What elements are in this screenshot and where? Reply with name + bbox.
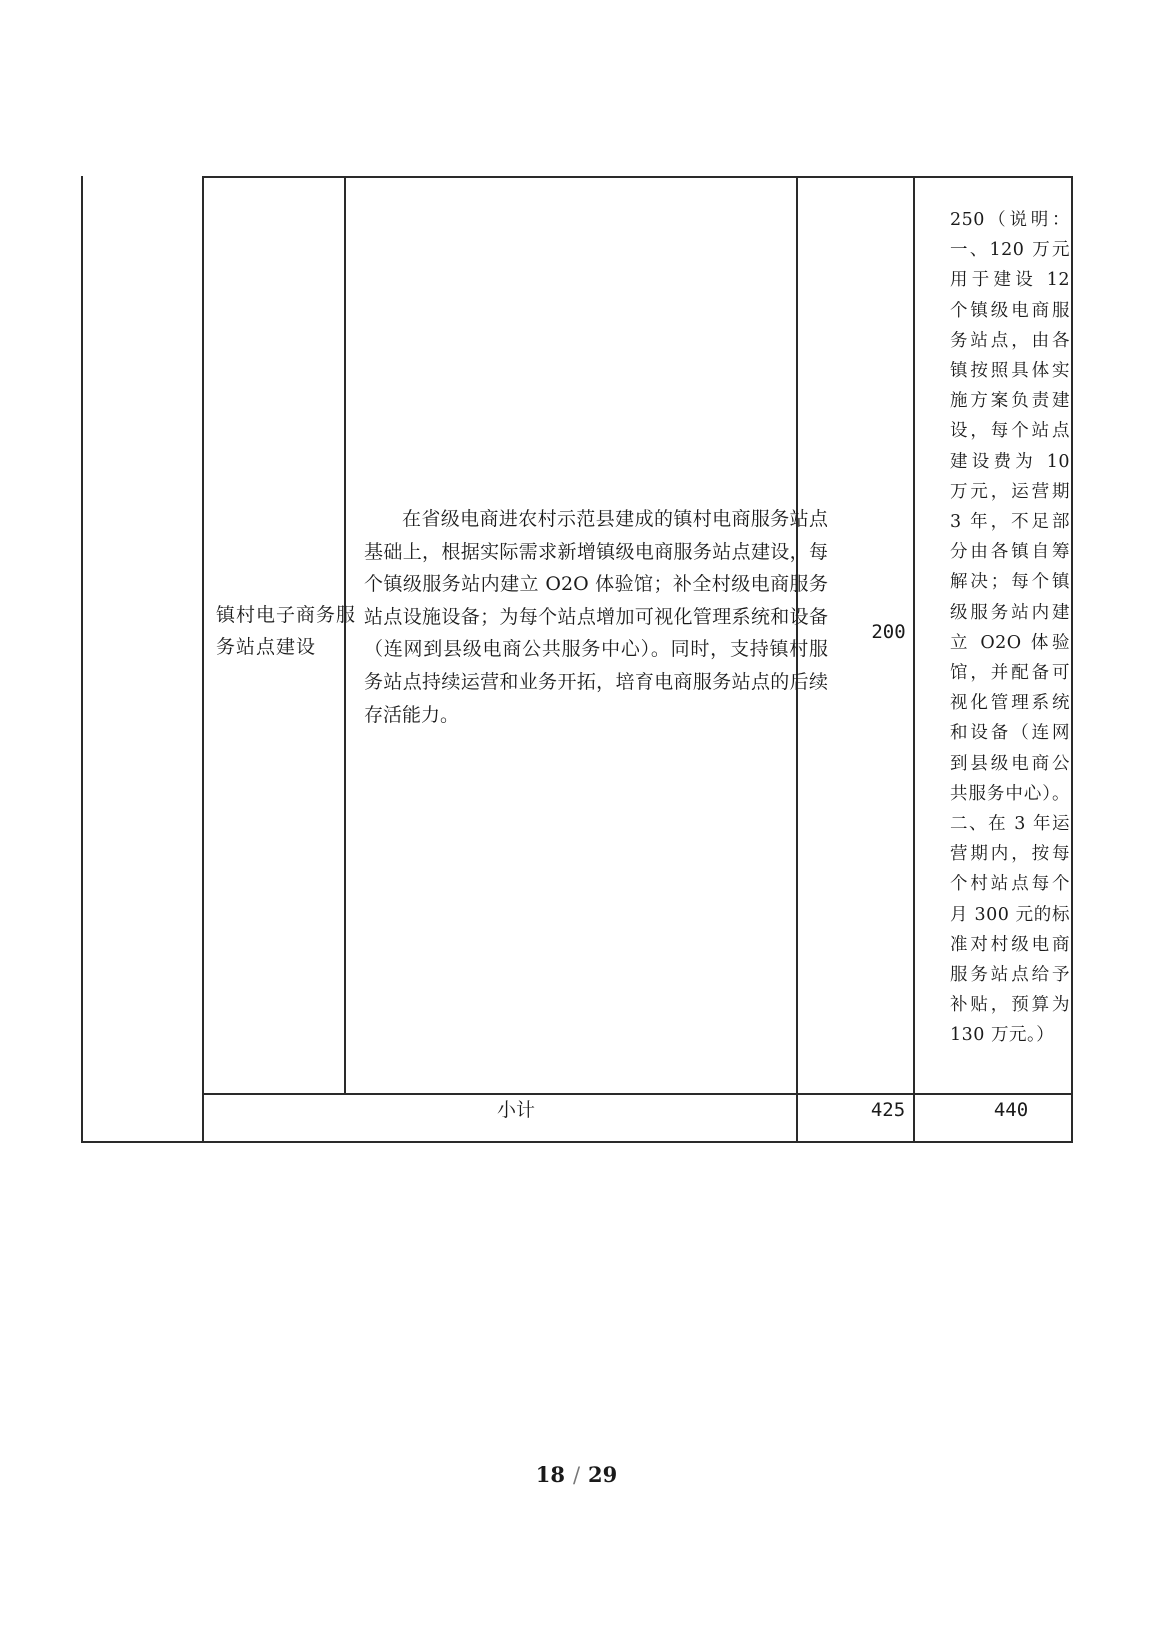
table-border-bottom xyxy=(81,1141,1073,1143)
table-border-left xyxy=(81,176,83,1142)
subtotal-amount-b: 440 xyxy=(993,1099,1029,1121)
item-description-cell: 在省级电商进农村示范县建成的镇村电商服务站点基础上，根据实际需求新增镇级电商服务站点建设，每个镇级服务站内建立 O2O 体验馆；补全村级电商服务站点设施设备；为每个站点增加可视化管理系统和设备（连网到县级电商公共服务中心）。同时，支持镇村服务站点持续运营和业务开拓，培育电商服务站点的后续存活能力。 xyxy=(364,508,828,726)
subtotal-amount-a: 425 xyxy=(870,1099,906,1121)
page-total: 29 xyxy=(588,1462,618,1487)
table-border-col4 xyxy=(913,176,915,1142)
table-border-top xyxy=(202,176,1073,178)
item-name-cell: 镇村电子商务服务站点建设 xyxy=(216,604,357,658)
table-border-col1 xyxy=(202,176,204,1142)
item-amount-cell: 200 xyxy=(871,621,906,643)
subtotal-label: 小计 xyxy=(496,1099,535,1121)
budget-table xyxy=(81,176,1072,1142)
table-border-right xyxy=(1071,176,1073,1142)
item-note-cell: 250（说明：一、120 万元用于建设 12 个镇级电商服务站点，由各镇按照具体实施方案负责建设，每个站点建设费为 10 万元，运营期 3 年，不足部分由各镇自筹解决；每个镇级服务站内建立 O2O 体验馆，并配备可视化管理系统和设备（连网到县级电商公共服务中心）。二、在 3 年运营期内，按每个村站点每个月 300 元的标准对村级电商服务站点给予补贴，预算为 130 万元。） xyxy=(950,210,1070,1046)
page-current: 18 xyxy=(535,1462,565,1487)
page-separator: / xyxy=(572,1463,581,1487)
page-number xyxy=(0,1462,1153,1487)
